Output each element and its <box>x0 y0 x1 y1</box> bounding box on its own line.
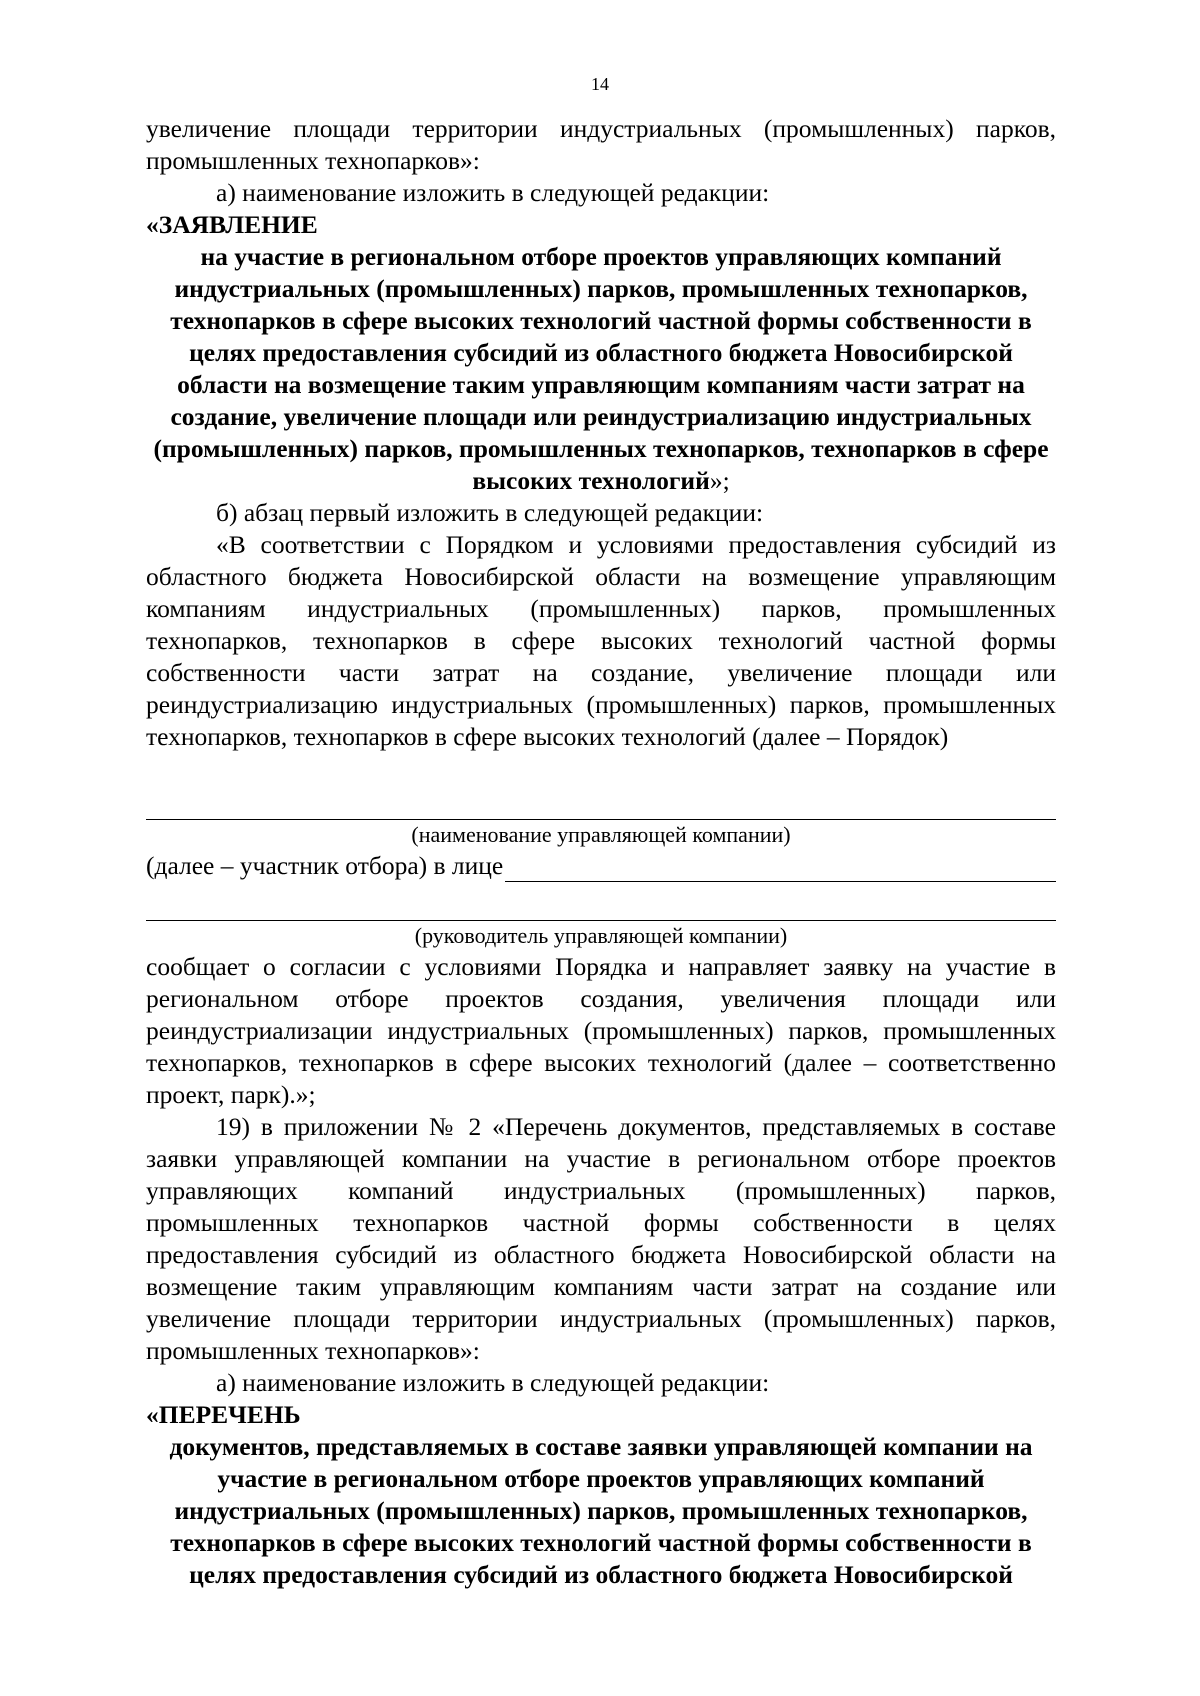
heading-application-body <box>146 241 1056 497</box>
paragraph-item-a-2: а) наименование изложить в следующей редакции: <box>216 1368 770 1397</box>
company-name-blank-line <box>146 795 1056 820</box>
represented-by-row <box>146 850 1056 882</box>
represented-by-blank-line <box>505 855 1056 882</box>
heading-application-title: «ЗАЯВЛЕНИЕ <box>146 210 318 239</box>
paragraph-item-19: 19) в приложении № 2 «Перечень документов, представляемых в составе заявки управляющей компании на участие в региональном отборе проектов управляющих компаний индустриальных (промышленных) парков, промышленных технопарков частной формы собственности в целях предоставления субсидий из областного бюджета Новосибирской области на возмещение таким управляющим компаниям части затрат на создание или увеличение площади территории индустриальных (промышленных) парков, промышленных технопарков»: <box>146 1112 1056 1365</box>
director-blank-line <box>146 896 1056 921</box>
caption-director: (руководитель управляющей компании) <box>414 923 788 948</box>
caption-company-name: (наименование управляющей компании) <box>411 822 791 847</box>
heading-application-text: на участие в региональном отборе проектов управляющих компаний индустриальных (промышленных) парков, промышленных технопарков, технопарков в сфере высоких технологий частной формы собственности в целях предоставления субсидий из областного бюджета Новосибирской области на возмещение таким управляющим компаниям части затрат на создание, увеличение площади или реиндустриализацию индустриальных (промышленных) парков, промышленных технопарков, технопарков в сфере высоких технологий <box>153 242 1049 495</box>
heading-list-title: «ПЕРЕЧЕНЬ <box>146 1400 301 1429</box>
document-body <box>146 113 1056 1591</box>
paragraph-continuation: увеличение площади территории индустриальных (промышленных) парков, промышленных технопарков»: <box>146 114 1056 175</box>
paragraph-item-a: а) наименование изложить в следующей редакции: <box>216 178 770 207</box>
heading-application-tail: »; <box>709 466 730 495</box>
represented-by-label: (далее – участник отбора) в лице <box>146 851 504 880</box>
heading-list-body: документов, представляемых в составе заявки управляющей компании на участие в региональном отборе проектов управляющих компаний индустриальных (промышленных) парков, промышленных технопарков, технопарков в сфере высоких технологий частной формы собственности в целях предоставления субсидий из областного бюджета Новосибирской <box>169 1432 1033 1589</box>
page-number: 14 <box>591 74 609 94</box>
paragraph-consent: сообщает о согласии с условиями Порядка и направляет заявку на участие в региональном отборе проектов создания, увеличения площади или реиндустриализации индустриальных (промышленных) парков, промышленных технопарков, технопарков в сфере высоких технологий (далее – соответственно проект, парк).»; <box>146 952 1056 1109</box>
paragraph-item-b: б) абзац первый изложить в следующей редакции: <box>216 498 764 527</box>
paragraph-quoted-text: «В соответствии с Порядком и условиями предоставления субсидий из областного бюджета Новосибирской области на возмещение управляющим компаниям индустриальных (промышленных) парков, промышленных технопарков, технопарков в сфере высоких технологий частной формы собственности части затрат на создание, увеличение площади или реиндустриализацию индустриальных (промышленных) парков, промышленных технопарков, технопарков в сфере высоких технологий (далее – Порядок) <box>146 530 1056 751</box>
